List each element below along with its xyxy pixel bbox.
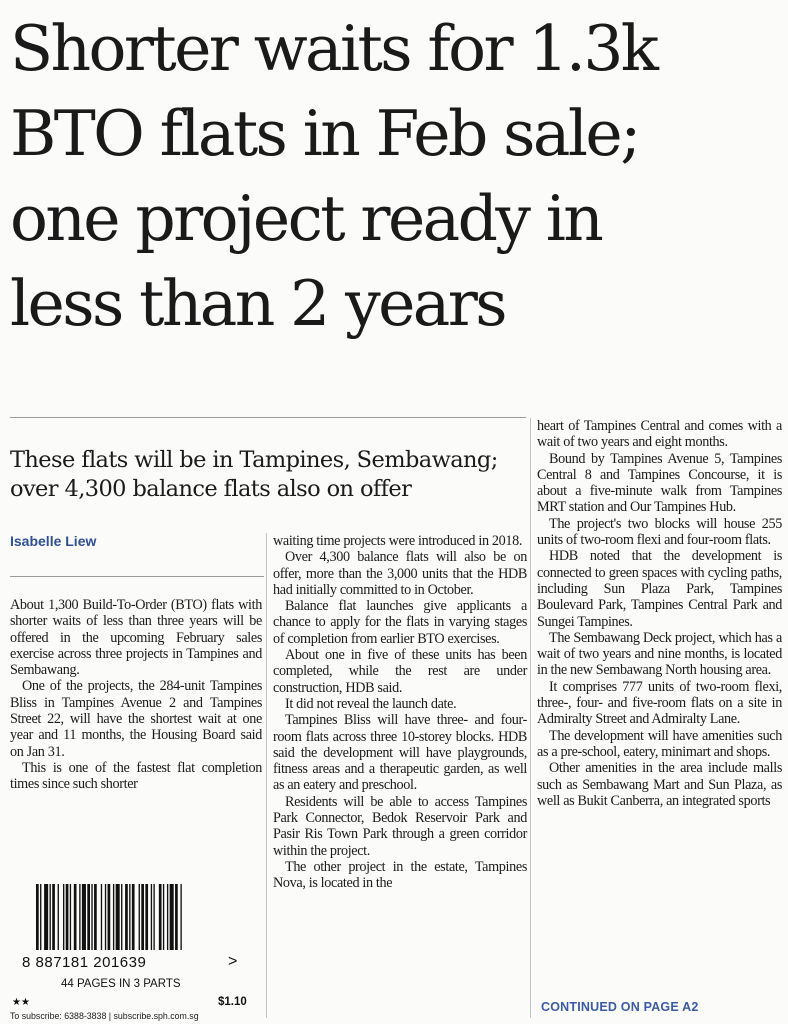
barcode-digits: 8 887181 201639 (22, 954, 147, 971)
paragraph: It did not reveal the launch date. (285, 695, 457, 712)
paragraph: Other amenities in the area include malls such as Sembawang Mart and Sun Plaza, as well as Bukit Canberra, an integrated sports (537, 760, 782, 809)
divider (10, 417, 526, 418)
paragraph: HDB noted that the development is connected to green spaces with cycling paths, including Sun Plaza Park, Tampines Boulevard Park, Tampines Central Park and Sungei Tampines. (537, 548, 782, 630)
paragraph: Bound by Tampines Avenue 5, Tampines Central 8 and Tampines Concourse, it is about a five-minute walk from Tampines MRT station and Our Tampines Hub. (537, 450, 782, 516)
subheadline (10, 446, 526, 504)
paragraph: The Sembawang Deck project, which has a wait of two years and nine months, is located in the new Sembawang North housing area. (537, 629, 782, 679)
paragraph: It comprises 777 units of two-room flexi, three-, four- and five-room flats on a site in Admiralty Street and Admiralty Lane. (537, 678, 782, 728)
headline (10, 6, 780, 346)
column-divider (266, 533, 267, 1018)
continued-link[interactable]: CONTINUED ON PAGE A2 (541, 1000, 699, 1014)
headline-line: BTO flats in Feb sale; (10, 97, 639, 170)
paragraph: The other project in the estate, Tampines Nova, is located in the (273, 858, 527, 892)
paragraph: One of the projects, the 284-unit Tampines Bliss in Tampines Avenue 2 and Tampines Street 22, will have the shortest wait at one year and 11 months, the Housing Board said on Jan 31. (10, 678, 262, 760)
paragraph: waiting time projects were introduced in 2018. (273, 533, 523, 549)
paragraph: Over 4,300 balance flats will also be on offer, more than the 3,000 units that the HDB had initially committed to in October. (273, 549, 527, 598)
chevron-right-icon: > (228, 953, 238, 970)
paragraph: The project's two blocks will house 255 units of two-room flexi and four-room flats. (537, 515, 782, 549)
headline-line: one project ready in (10, 182, 602, 255)
article-column-3 (537, 418, 782, 809)
paragraph: heart of Tampines Central and comes with a wait of two years and eight months. (537, 418, 782, 451)
barcode-panel (10, 882, 262, 1021)
column-divider (530, 418, 531, 1018)
paragraph: Balance flat launches give applicants a chance to apply for the flats in varying stages of completion from earlier BTO exercises. (273, 598, 527, 647)
paragraph: The development will have amenities such as a pre-school, eatery, minimart and shops. (537, 727, 782, 760)
page-count: 44 PAGES IN 3 PARTS (61, 978, 181, 990)
paragraph: About one in five of these units has been completed, while the rest are under construction, HDB said. (273, 647, 527, 696)
subheadline-line: These flats will be in Tampines, Sembawang; (10, 447, 498, 473)
byline: Isabelle Liew (10, 533, 97, 549)
paragraph: Residents will be able to access Tampines Park Connector, Bedok Reservoir Park and Pasir Ris Town Park through a green corridor within the project. (273, 793, 527, 859)
article-column-1 (10, 597, 262, 793)
headline-line: less than 2 years (10, 267, 505, 340)
paragraph: About 1,300 Build-To-Order (BTO) flats with shorter waits of less than three years will be offered in the upcoming February sales exercise across three projects in Tampines and Sembawang. (10, 597, 262, 679)
paragraph: Tampines Bliss will have three- and four-room flats across three 10-storey blocks. HDB said the development will have playgrounds, fitness areas and a therapeutic garden, as well as an eatery and preschool. (273, 712, 527, 794)
edition-stars: ★★ (12, 997, 30, 1008)
headline-line: Shorter waits for 1.3k (10, 12, 657, 85)
subheadline-line: over 4,300 balance flats also on offer (10, 476, 412, 502)
divider (10, 576, 264, 577)
subscribe-info: To subscribe: 6388-3838 | subscribe.sph.com.sg (10, 1011, 199, 1021)
paragraph: This is one of the fastest flat completion times since such shorter (10, 759, 262, 793)
article-column-2 (273, 533, 527, 892)
barcode-icon (36, 884, 224, 954)
price: $1.10 (218, 996, 247, 1008)
